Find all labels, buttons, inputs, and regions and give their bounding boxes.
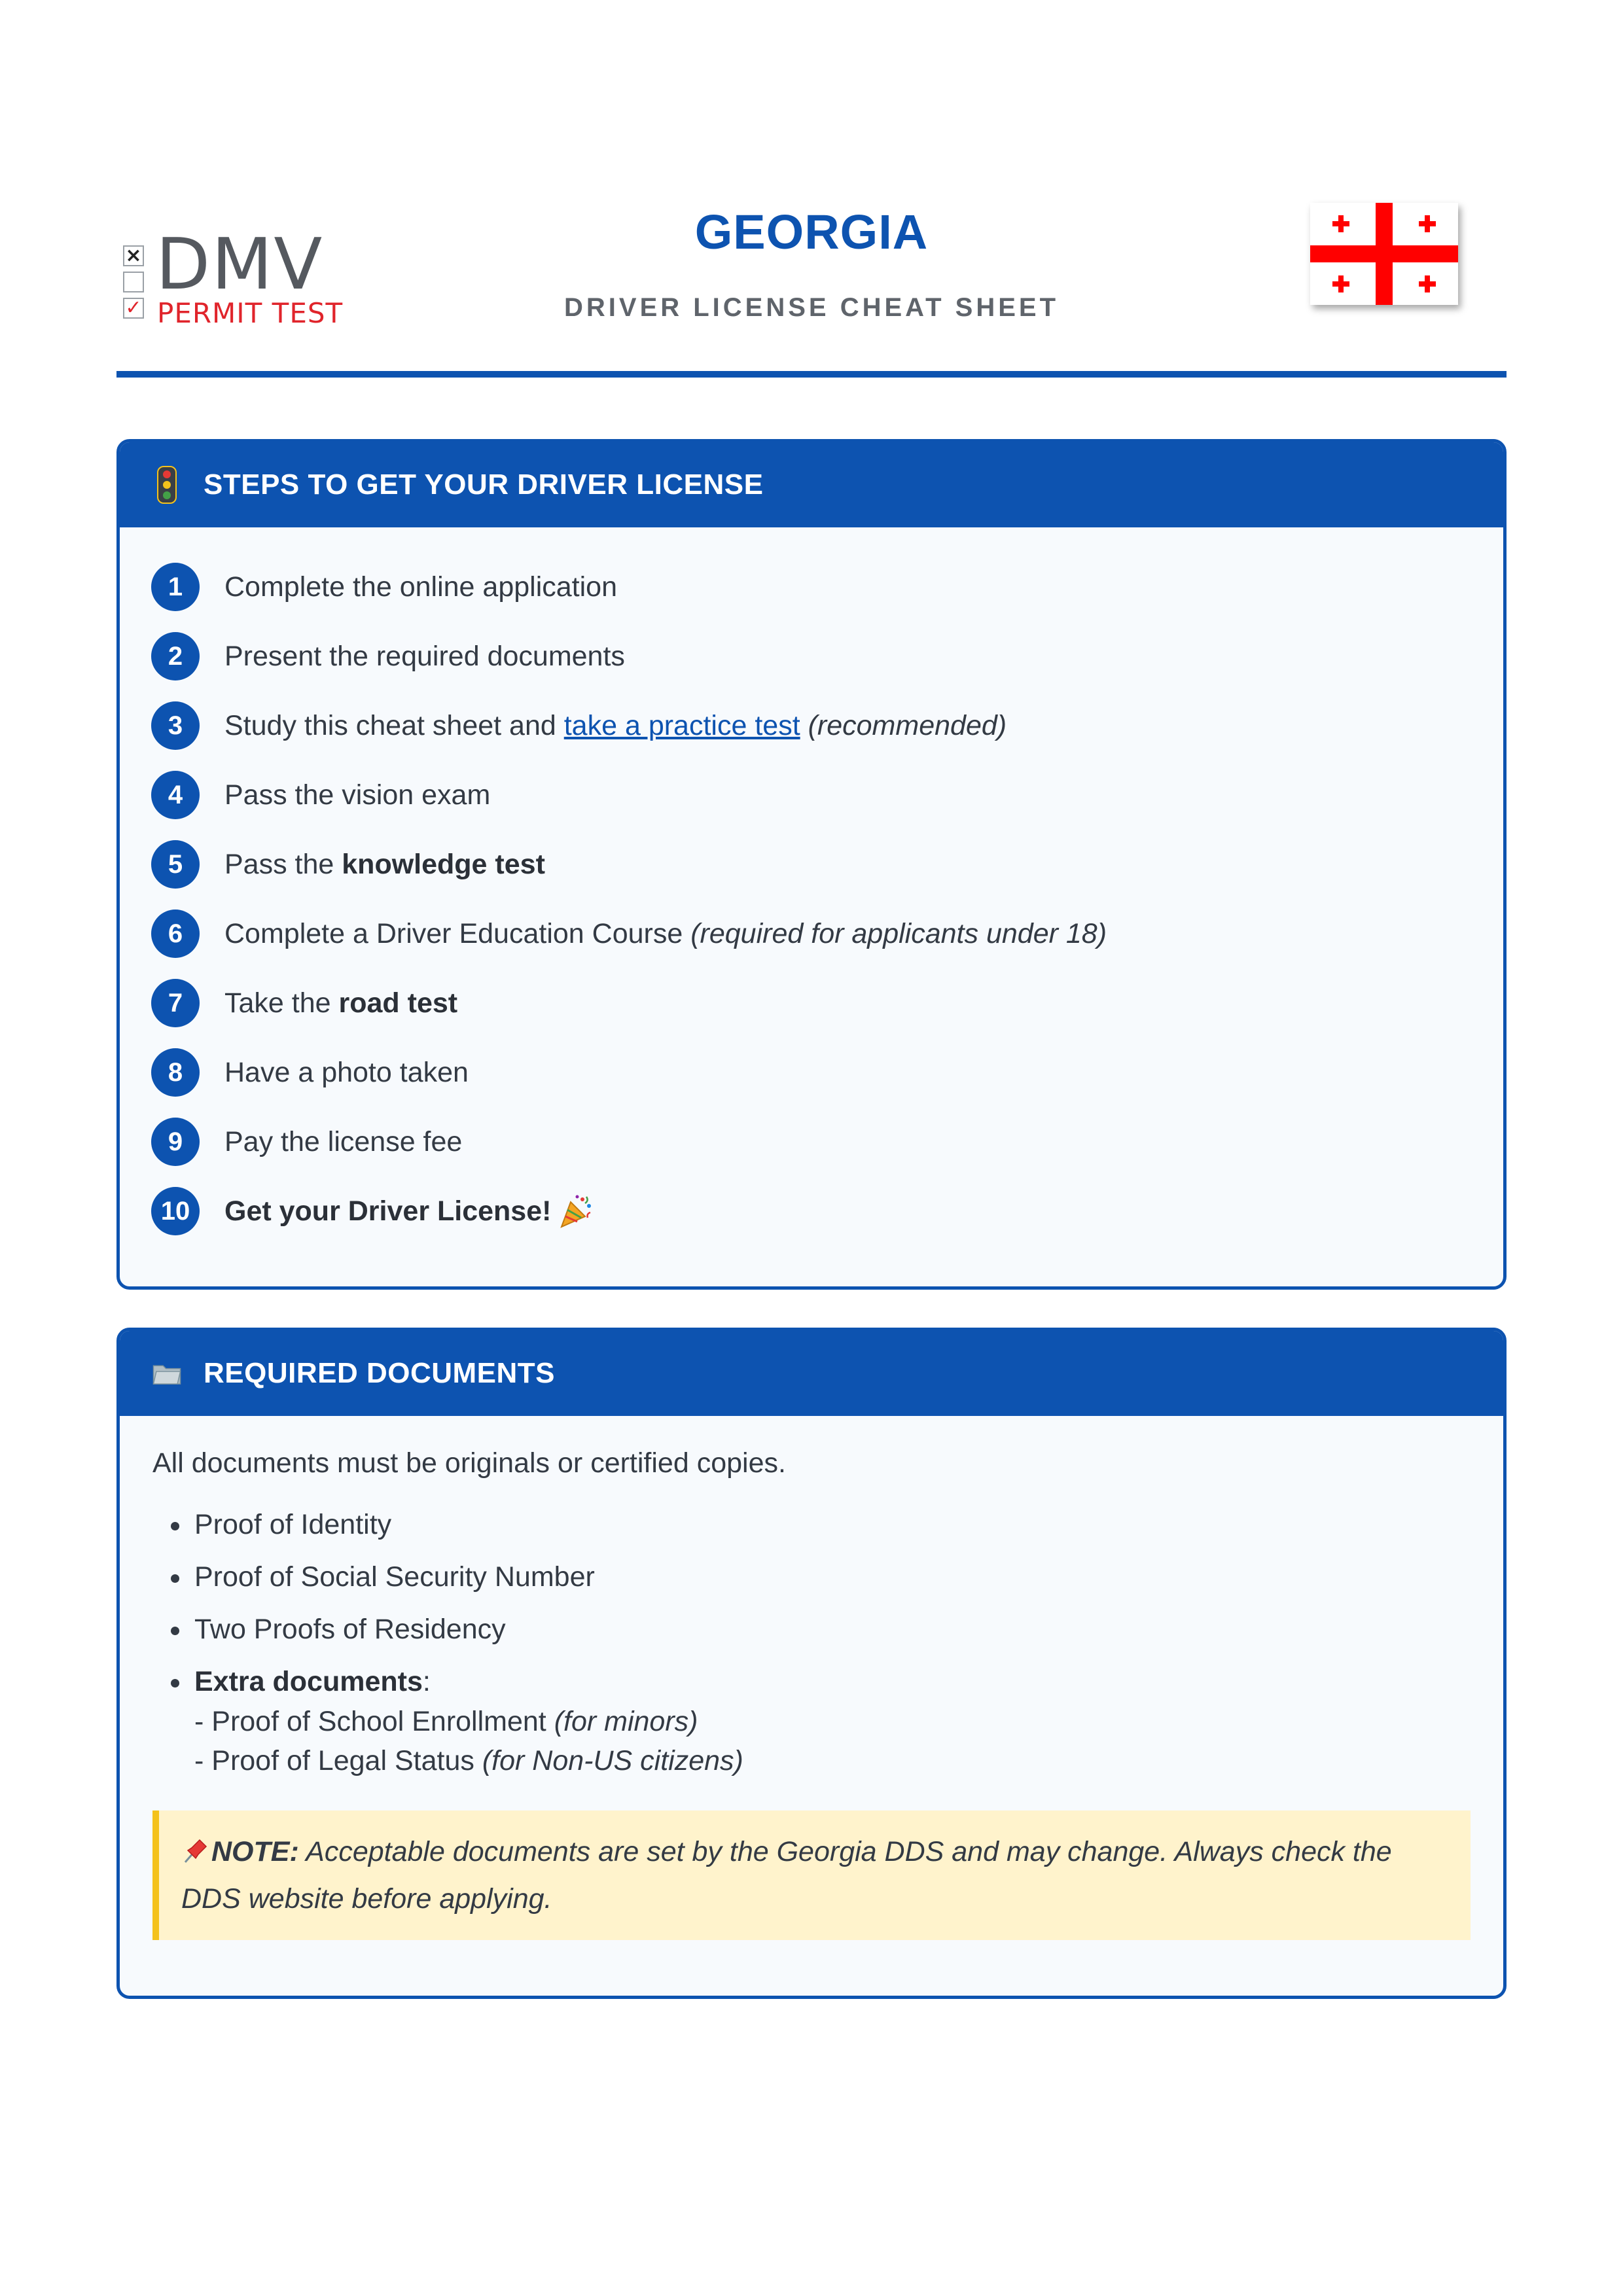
- extra-document-subitem: [194, 1740, 1471, 1782]
- logo-permit-test-text: PERMIT TEST: [157, 297, 344, 329]
- step-text-bold: Get your Driver License!: [224, 1195, 552, 1227]
- step-number-badge: 7: [151, 979, 200, 1027]
- step-number-badge: 6: [151, 910, 200, 958]
- note-callout: [152, 1810, 1471, 1940]
- document-item: Two Proofs of Residency: [171, 1610, 1471, 1648]
- step-number-badge: 1: [151, 563, 200, 611]
- step-text: [224, 918, 1107, 950]
- step-number-badge: 4: [151, 771, 200, 819]
- step-text-bold: road test: [338, 987, 458, 1019]
- subitem-text: - Proof of School Enrollment: [194, 1706, 554, 1737]
- step-note: (required for applicants under 18): [690, 917, 1107, 949]
- steps-list: [120, 527, 1503, 1246]
- extra-documents-colon: :: [422, 1666, 431, 1697]
- step-item: [151, 830, 1503, 899]
- step-text: [224, 849, 545, 881]
- logo-checkbox-x-icon: ×: [123, 245, 144, 266]
- step-number-badge: 8: [151, 1048, 200, 1097]
- step-item: [151, 1038, 1503, 1107]
- note-label: NOTE:: [211, 1836, 299, 1867]
- step-text-lead: Pass the: [224, 848, 342, 880]
- document-item-extra: [171, 1663, 1471, 1782]
- step-number-badge: 9: [151, 1118, 200, 1166]
- document-item: Proof of Identity: [171, 1506, 1471, 1544]
- steps-card-header: [120, 442, 1503, 527]
- step-number-badge: 5: [151, 840, 200, 889]
- georgia-flag-graphic: [1310, 203, 1458, 305]
- georgia-flag-icon: [1310, 203, 1458, 305]
- logo-checkbox-empty-icon: [123, 272, 144, 292]
- step-number-badge: 10: [151, 1187, 200, 1235]
- note-text: Acceptable documents are set by the Georgia DDS and may change. Always check the DDS website before applying.: [181, 1836, 1392, 1915]
- steps-card-title: STEPS TO GET YOUR DRIVER LICENSE: [204, 468, 764, 501]
- step-text-lead: Study this cheat sheet and: [224, 709, 564, 741]
- step-number-badge: 2: [151, 632, 200, 680]
- page-header: [116, 190, 1507, 360]
- documents-body: [120, 1416, 1503, 1940]
- step-item: [151, 1176, 1503, 1246]
- documents-card: [116, 1328, 1507, 1999]
- documents-list: [152, 1506, 1471, 1782]
- step-text: Complete the online application: [224, 571, 618, 603]
- step-item: [151, 1107, 1503, 1176]
- extra-document-subitem: [194, 1701, 1471, 1742]
- subitem-note: (for minors): [554, 1706, 698, 1737]
- document-item: Proof of Social Security Number: [171, 1558, 1471, 1596]
- step-text-lead: Take the: [224, 987, 339, 1019]
- step-text: Pass the vision exam: [224, 779, 491, 811]
- documents-card-title: REQUIRED DOCUMENTS: [204, 1357, 556, 1389]
- step-text-lead: Complete a Driver Education Course: [224, 917, 691, 949]
- party-popper-icon: [558, 1193, 594, 1229]
- step-text: Have a photo taken: [224, 1056, 469, 1088]
- header-divider: [116, 371, 1507, 378]
- step-number-badge: 3: [151, 701, 200, 750]
- practice-test-link[interactable]: take a practice test: [563, 709, 800, 741]
- steps-card: [116, 439, 1507, 1290]
- step-item: [151, 622, 1503, 691]
- extra-documents-label: Extra documents: [194, 1666, 423, 1697]
- step-item: [151, 691, 1503, 760]
- step-item: [151, 760, 1503, 830]
- step-item: [151, 968, 1503, 1038]
- subitem-text: - Proof of Legal Status: [194, 1745, 482, 1776]
- page-subtitle: DRIVER LICENSE CHEAT SHEET: [564, 293, 1059, 322]
- traffic-light-icon: [152, 465, 181, 504]
- step-item: [151, 552, 1503, 622]
- subitem-note: (for Non-US citizens): [482, 1745, 743, 1776]
- logo-checkbox-check-icon: ✓: [123, 298, 144, 319]
- step-text-bold: knowledge test: [342, 848, 545, 880]
- step-note: (recommended): [808, 709, 1007, 741]
- page-title: GEORGIA: [694, 205, 929, 259]
- documents-card-header: [120, 1331, 1503, 1416]
- pushpin-icon: [181, 1834, 210, 1877]
- step-text: [224, 710, 1007, 742]
- step-text: Present the required documents: [224, 640, 625, 672]
- folder-icon: [152, 1354, 181, 1393]
- step-text: Pay the license fee: [224, 1125, 463, 1157]
- documents-intro: All documents must be originals or certified copies.: [152, 1447, 786, 1479]
- step-item: [151, 899, 1503, 968]
- step-text: [224, 1195, 551, 1227]
- logo-dmv-text: DMV: [156, 224, 324, 306]
- step-text: [224, 987, 457, 1019]
